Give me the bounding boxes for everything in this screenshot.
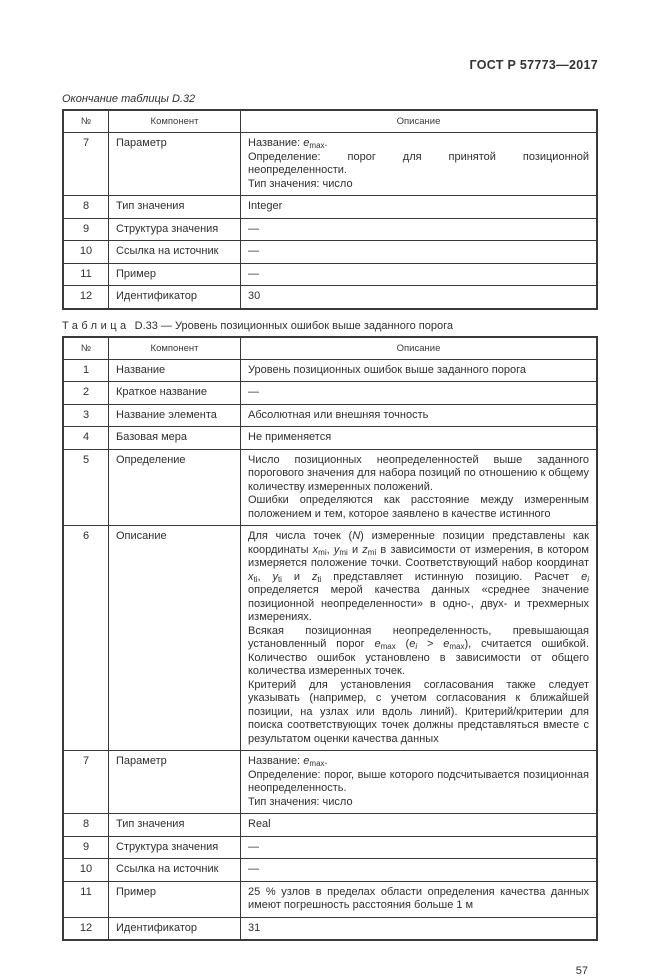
row-number-cell: 2: [63, 382, 109, 405]
row-number-cell: 6: [63, 526, 109, 751]
row-number-cell: 12: [63, 286, 109, 309]
component-cell: Ссылка на источник: [109, 859, 241, 882]
component-cell: Описание: [109, 526, 241, 751]
component-cell: Тип значения: [109, 814, 241, 837]
component-cell: Структура значения: [109, 836, 241, 859]
description-cell: —: [241, 836, 598, 859]
description-cell: —: [241, 241, 598, 264]
table-row: [63, 881, 597, 917]
table-caption-label: Таблица: [62, 319, 130, 332]
table-row: [63, 241, 597, 264]
description-cell: Для числа точек (N) измеренные позиции представлены как координаты $x_{mi}$, $y_{mi}$ и $z_{mi}$ в зависимости от измерения, в котором измеряется положение точки. Соответствующий набор координат $x_{ti}$, $y_{ti}$ и $z_{ti}$ представляет истинную позицию. Расчет $e_i$ определяется мерой качества данных «среднее значение позиционной неопределенности» в одно-, двух- и трехмерных измерениях. Всякая позиционная неопределенность, превышающая установленный порог $e_{max}$ $(e_i > e_{max})$, считается ошибкой. Количество ошибок установлено в зависимости от общего количества измеренных точек. Критерий для установления согласования также следует указывать (например, с учетом согласования к ближайшей позиции, на узлах или вдоль линий). Критерий/критерии для поиска соответствующих точек должны представляться вместе с результатом оценки качества данных: [241, 526, 598, 751]
table-d33: [62, 336, 598, 942]
table-row: [63, 917, 597, 940]
description-cell: Название: $e_{max}$. Определение: порог для принятой позиционной неопределенности. Тип значения: число: [241, 133, 598, 196]
description-cell: 31: [241, 917, 598, 940]
column-header-number: №: [63, 110, 109, 133]
table-row: [63, 218, 597, 241]
row-number-cell: 7: [63, 133, 109, 196]
table-row: [63, 359, 597, 382]
component-cell: Определение: [109, 449, 241, 526]
row-number-cell: 1: [63, 359, 109, 382]
column-header-description: Описание: [241, 110, 598, 133]
description-cell: —: [241, 382, 598, 405]
description-cell: Real: [241, 814, 598, 837]
description-cell: Не применяется: [241, 427, 598, 450]
component-cell: Идентификатор: [109, 286, 241, 309]
component-cell: Пример: [109, 263, 241, 286]
standard-designation: ГОСТ Р 57773—2017: [469, 58, 598, 72]
description-cell: —: [241, 859, 598, 882]
row-number-cell: 11: [63, 881, 109, 917]
row-number-cell: 9: [63, 218, 109, 241]
table-row: [63, 196, 597, 219]
description-cell: 30: [241, 286, 598, 309]
component-cell: Идентификатор: [109, 917, 241, 940]
description-cell: Уровень позиционных ошибок выше заданного порога: [241, 359, 598, 382]
description-cell: Название: $e_{max}$. Определение: порог, выше которого подсчитывается позиционная неопределенность. Тип значения: число: [241, 751, 598, 814]
table-row: [63, 814, 597, 837]
component-cell: Параметр: [109, 133, 241, 196]
component-cell: Параметр: [109, 751, 241, 814]
component-cell: Пример: [109, 881, 241, 917]
component-cell: Название: [109, 359, 241, 382]
table-header-row: [63, 110, 597, 133]
description-cell: Integer: [241, 196, 598, 219]
table-row: [63, 859, 597, 882]
description-cell: —: [241, 263, 598, 286]
row-number-cell: 10: [63, 859, 109, 882]
row-number-cell: 8: [63, 814, 109, 837]
component-cell: Краткое название: [109, 382, 241, 405]
table-row: [63, 751, 597, 814]
row-number-cell: 5: [63, 449, 109, 526]
table-row: [63, 133, 597, 196]
table-d32: [62, 109, 598, 310]
table-d33-caption: [62, 320, 598, 332]
description-cell: Число позиционных неопределенностей выше заданного порогового значения для набора позиций по отношению к общему количеству измеренных положений. Ошибки определяются как расстояние между измеренным положением и тем, которое заявлено в качестве истинного: [241, 449, 598, 526]
component-cell: Структура значения: [109, 218, 241, 241]
column-header-component: Компонент: [109, 337, 241, 360]
description-cell: Абсолютная или внешняя точность: [241, 404, 598, 427]
table-caption-text: D.33 — Уровень позиционных ошибок выше заданного порога: [134, 319, 453, 332]
row-number-cell: 7: [63, 751, 109, 814]
table-row: [63, 449, 597, 526]
component-cell: Ссылка на источник: [109, 241, 241, 264]
row-number-cell: 11: [63, 263, 109, 286]
column-header-component: Компонент: [109, 110, 241, 133]
table-row: [63, 286, 597, 309]
table-row: [63, 404, 597, 427]
column-header-description: Описание: [241, 337, 598, 360]
table-row: [63, 427, 597, 450]
table-row: [63, 836, 597, 859]
component-cell: Название элемента: [109, 404, 241, 427]
component-cell: Базовая мера: [109, 427, 241, 450]
row-number-cell: 3: [63, 404, 109, 427]
row-number-cell: 12: [63, 917, 109, 940]
column-header-number: №: [63, 337, 109, 360]
table-row: [63, 263, 597, 286]
description-cell: —: [241, 218, 598, 241]
table-d32-continuation-caption: Окончание таблицы D.32: [62, 93, 196, 105]
row-number-cell: 10: [63, 241, 109, 264]
description-cell: 25 % узлов в пределах области определения качества данных имеют погрешность расстояния больше 1 м: [241, 881, 598, 917]
row-number-cell: 8: [63, 196, 109, 219]
page-number: 57: [575, 965, 588, 977]
row-number-cell: 4: [63, 427, 109, 450]
component-cell: Тип значения: [109, 196, 241, 219]
table-header-row: [63, 337, 597, 360]
table-row: [63, 382, 597, 405]
row-number-cell: 9: [63, 836, 109, 859]
table-row: [63, 526, 597, 751]
